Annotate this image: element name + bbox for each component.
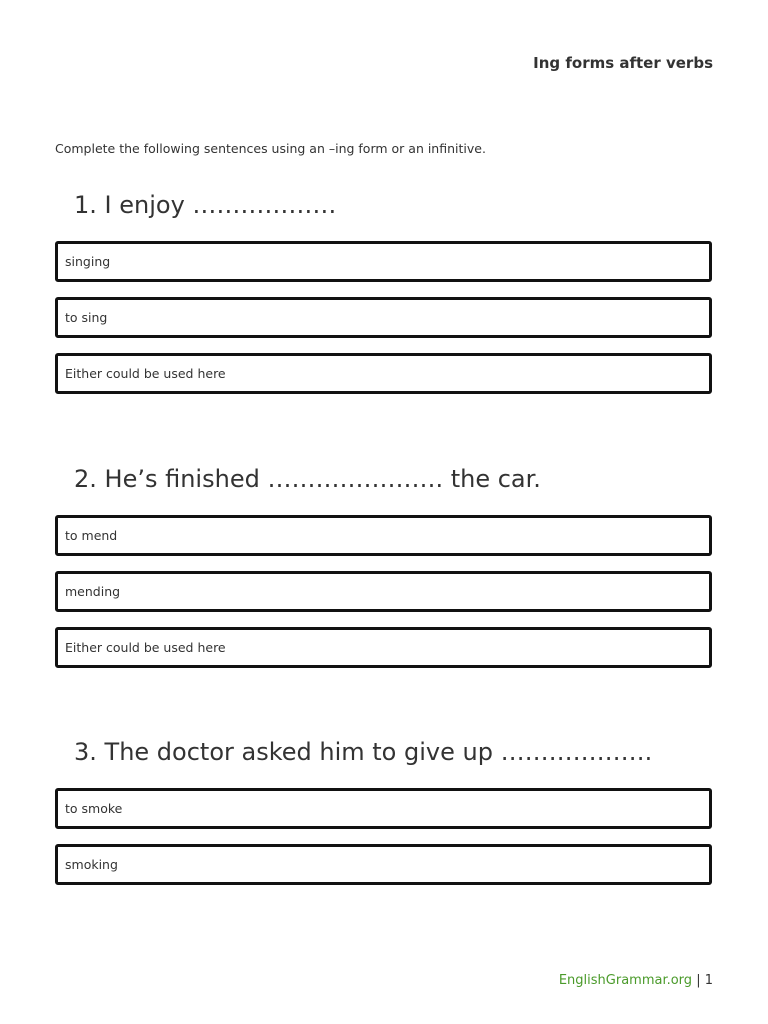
- page-number: 1: [704, 973, 713, 988]
- answer-option[interactable]: to sing: [55, 297, 712, 338]
- answer-option[interactable]: Either could be used here: [55, 353, 712, 394]
- question-2: [55, 464, 712, 683]
- answer-option[interactable]: smoking: [55, 844, 712, 885]
- answer-option[interactable]: Either could be used here: [55, 627, 712, 668]
- answer-option[interactable]: to mend: [55, 515, 712, 556]
- question-3-options: [55, 788, 712, 885]
- answer-option[interactable]: to smoke: [55, 788, 712, 829]
- page-title: Ing forms after verbs: [533, 54, 713, 72]
- question-1-options: [55, 241, 712, 394]
- question-3-text: 3. The doctor asked him to give up ……………….: [74, 738, 653, 766]
- question-3: [55, 737, 712, 900]
- question-2-text: 2. He’s finished …………………. the car.: [74, 465, 541, 493]
- question-1-text: 1. I enjoy ………………: [74, 191, 337, 219]
- instructions-text: Complete the following sentences using an –ing form or an infinitive.: [55, 141, 486, 156]
- footer-separator: |: [692, 973, 705, 988]
- question-2-options: [55, 515, 712, 668]
- answer-option[interactable]: singing: [55, 241, 712, 282]
- answer-option[interactable]: mending: [55, 571, 712, 612]
- page-footer: [559, 973, 713, 988]
- footer-brand-link[interactable]: EnglishGrammar.org: [558, 973, 693, 988]
- question-1: [55, 190, 712, 409]
